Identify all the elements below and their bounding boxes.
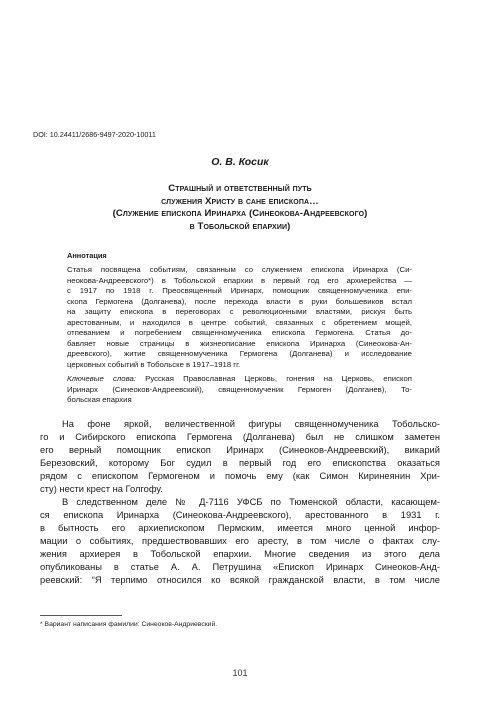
- footnote: * Вариант написания фамилии: Синеоков-Андриевский.: [40, 621, 218, 628]
- author-name: О. В. Косик: [211, 156, 269, 168]
- page-number: 101: [232, 668, 248, 678]
- body-line: реевский: “Я терпимо относился ко всякой гражданской власти, в том числе: [40, 575, 440, 585]
- footnote-divider: [40, 615, 122, 616]
- abstract-line: дреевского), житие священномученика Гермогена (Долганева) и исследование: [67, 349, 412, 358]
- body-line: В следственном деле № Д-7116 УФСБ по Тюменской области, касающем-: [62, 497, 440, 507]
- body-line: ся епископа Иринарха (Синеокова-Андреевского), арестованного в 1931 г.: [40, 510, 440, 520]
- doi-line: DOI: 10.24411/2686-9497-2020-10011: [33, 130, 156, 139]
- title-line: в Тобольской епархии): [189, 220, 291, 232]
- abstract-line: неокова-Андреевского*) в Тобольской епархии в первый год его архиерейства —: [67, 275, 412, 285]
- title-line: служения Христу в сане епископа…: [161, 195, 319, 207]
- abstract-line: отпеванием и погребением священномученика епископа Гермогена. Статья до-: [67, 328, 412, 337]
- body-line: сту) нести крест на Голгофу.: [40, 484, 163, 494]
- keywords-line: больская епархия: [67, 395, 132, 404]
- body-line: го и Сибирского епископа Гермогена (Долганева) был не слишком заметен: [40, 432, 440, 442]
- body-line: в бытность его архиепископом Пермским, имеется много ценной инфор-: [40, 523, 440, 533]
- keywords-line: Иринарх (Синеоков-Андреевский), священномученик Гермоген (Долганев), То-: [67, 384, 412, 394]
- abstract-line: на защиту епископа в переговорах с революционными властями, рискуя быть: [67, 307, 412, 316]
- title-line: (Служение епископа Иринарха (Синеокова-Андреевского): [112, 208, 368, 220]
- abstract-line: арестованным, и находился в центре событий, связанных с обретением мощей,: [67, 317, 412, 327]
- body-line: опубликованы в статье А. А. Петрушина «Епископ Иринарх Синеоков-Анд-: [40, 562, 440, 572]
- abstract-line: церковных событий в Тобольске в 1917–1918 гг.: [67, 359, 241, 369]
- title-line: Страшный и ответственный путь: [168, 183, 312, 194]
- body-line: рядом с епископом Гермогеном и помочь ему (как Симон Киринеянин Хри-: [40, 471, 440, 481]
- article-title: [40, 183, 440, 233]
- body-line: На фоне яркой, величественной фигуры священномученика Тобольско-: [62, 419, 440, 429]
- body-line: его верный помощник епископ Иринарх (Синеоков-Андреевский), викарий: [40, 445, 440, 455]
- abstract-line: с 1917 по 1918 г. Преосвященный Иринарх, помощник священномученика епи-: [67, 286, 412, 295]
- abstract-line: Статья посвящена событиям, связанным со служением епископа Иринарха (Си-: [67, 265, 412, 274]
- keywords-label: Ключевые слова:: [67, 374, 136, 383]
- keywords-text: Русская Православная Церковь, гонения на Церковь, епископ: [135, 374, 412, 383]
- abstract-line: бавляет новые страницы в жизнеописание епископа Иринарха (Синеокова-Ан-: [67, 338, 412, 348]
- abstract-line: скопа Гермогена (Долганева), после перехода власти в руки большевиков встал: [67, 296, 412, 306]
- abstract-heading: Аннотация: [67, 251, 107, 260]
- body-line: жения архиерея в Тобольской епархии. Многие сведения из этого дела: [40, 549, 440, 559]
- body-line: Березовский, которому Бог судил в первый год его епископства оказаться: [40, 458, 440, 468]
- body-line: мации о событиях, предшествовавших его аресту, в том числе о фактах слу-: [40, 536, 440, 546]
- keywords-line: [67, 374, 412, 384]
